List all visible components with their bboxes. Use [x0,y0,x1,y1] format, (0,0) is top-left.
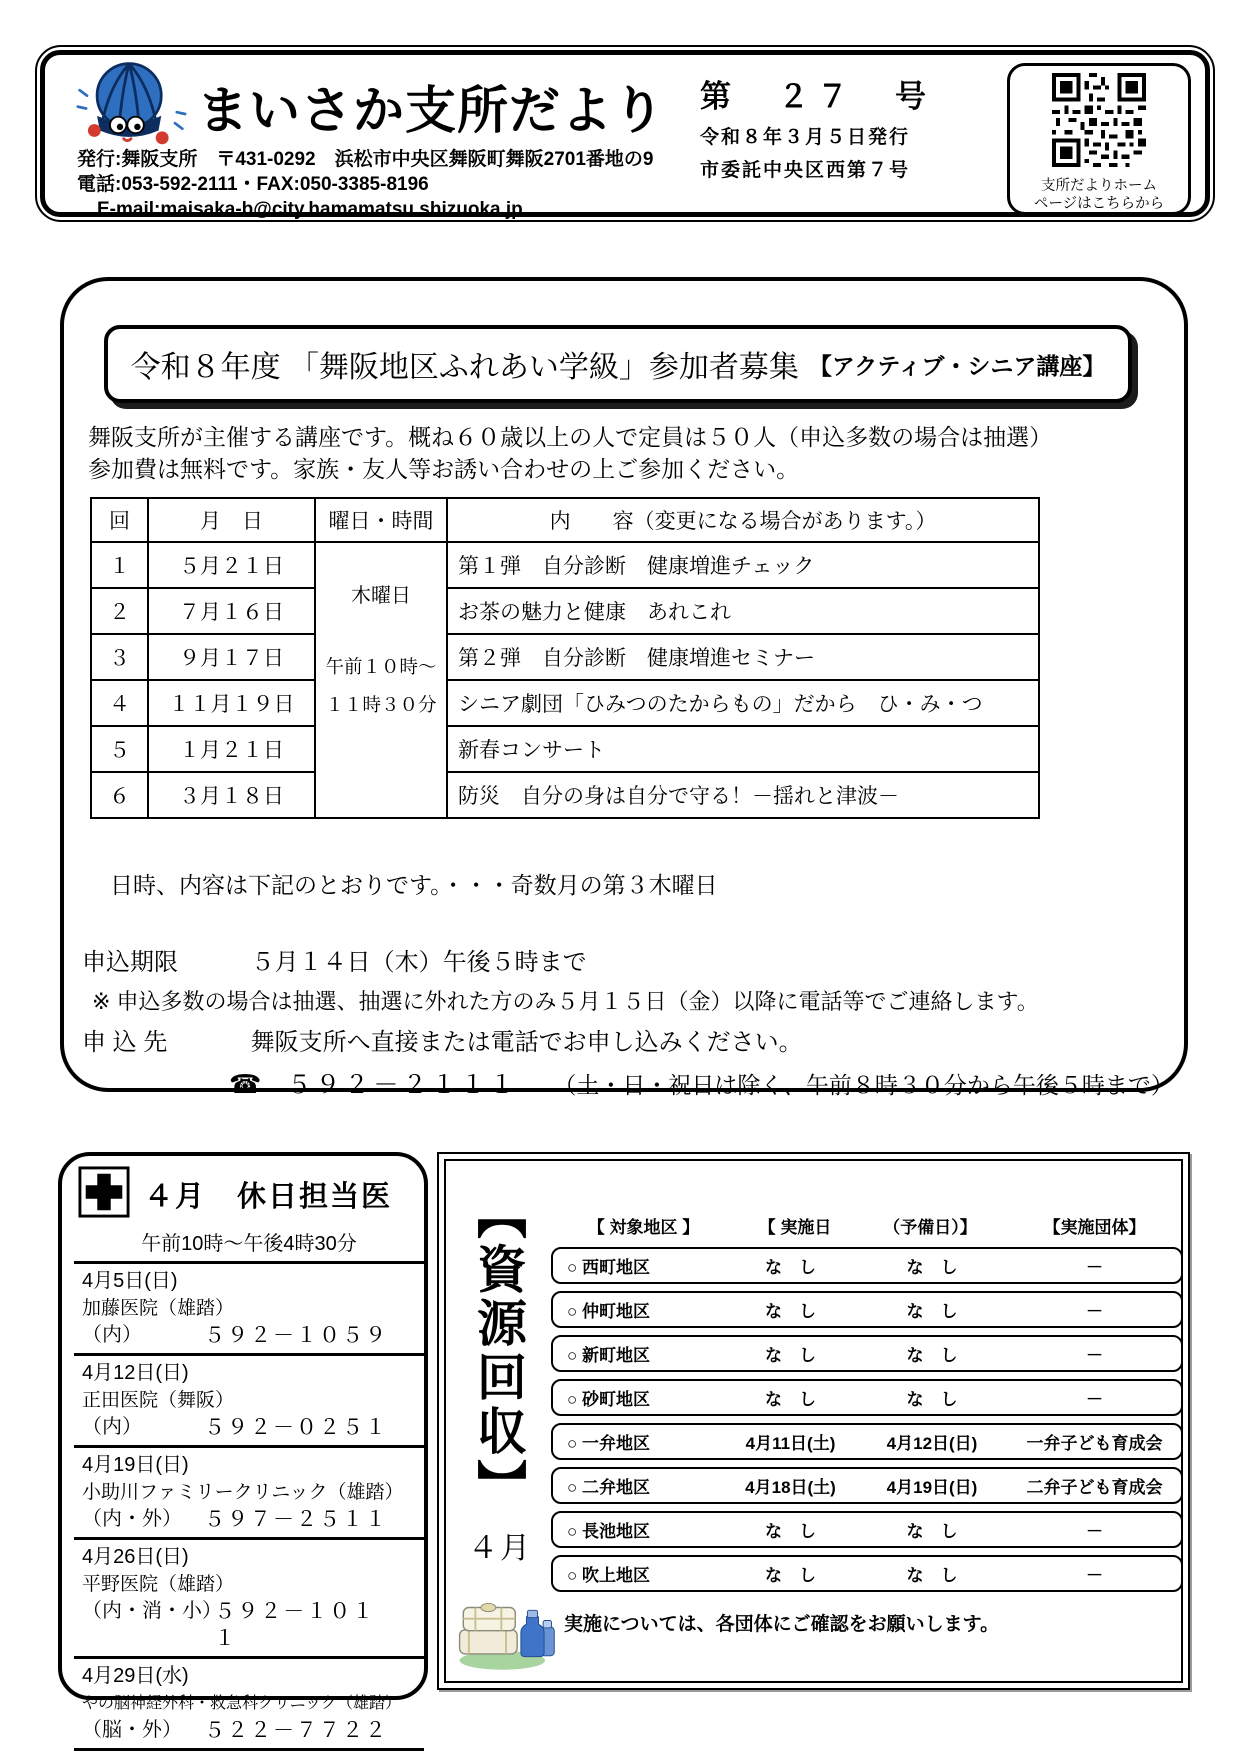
schedule-row-6 [91,772,1039,818]
doctors-header [62,1166,424,1223]
doctor-entry [74,1264,424,1356]
row-org: － [1086,1302,1103,1321]
schedule-table [90,497,1040,819]
deadline-label: 申込期限 [82,949,178,976]
collection-row [551,1247,1183,1284]
doctor-phone: ５２２－７７２２ [204,1719,388,1742]
schedule-row-4 [91,680,1039,726]
resource-collection-frame [444,1159,1183,1683]
col-header-session: 回 [91,498,148,542]
row-org: － [1086,1522,1103,1541]
session-date: ９月１７日 [148,634,315,680]
col-header-daytime: 曜日・時間 [315,498,447,542]
recruit-title-box [104,325,1132,403]
doctor-date: 4月12日(日) [82,1362,189,1384]
phone-note: （土・日・祝日は除く、午前８時３０分から午後５時まで） [553,1072,1174,1098]
session-no: ４ [91,680,148,726]
publisher-info [77,147,653,222]
medical-cross-icon [78,1166,130,1223]
session-date: ３月１８日 [148,772,315,818]
recruit-title: 令和８年度 「舞阪地区ふれあい学級」参加者募集 [130,351,799,384]
lottery-note: ※ 申込多数の場合は抽選、抽選に外れた方のみ５月１５日（金）以降に電話等でご連絡します。 [92,989,1039,1014]
doctor-name: やの脳神経外科・救急科クリニック（雄踏） [82,1695,402,1712]
doctor-phone: ５９２－０２５１ [204,1416,388,1439]
row-area: ○ 吹上地区 [567,1566,650,1585]
recruit-intro [88,421,1184,485]
apply-label: 申 込 先 [82,1029,168,1056]
row-backup: な し [906,1302,958,1321]
issue-block [700,71,934,182]
session-no: ２ [91,588,148,634]
row-date: な し [765,1566,816,1585]
header-target-area: 【 対象地区 】 [587,1218,700,1237]
collection-row [551,1291,1183,1328]
header-collection-date: 【 実施日 [758,1218,832,1237]
telephone-icon: ☎ [229,1069,262,1099]
row-area: ○ 西町地区 [567,1258,650,1277]
schedule-row-5 [91,726,1039,772]
schedule-row-1 [91,542,1039,588]
row-date: な し [765,1522,816,1541]
row-backup: 4月12日(日) [886,1434,978,1453]
row-area: ○ 仲町地区 [567,1302,650,1321]
doctor-phone: ５９７－２５１１ [204,1508,388,1531]
doctor-date: 4月19日(日) [82,1454,189,1476]
row-date: な し [765,1390,816,1409]
session-date: １１月１９日 [148,680,315,726]
session-no: ６ [91,772,148,818]
col-header-date: 月 日 [148,498,315,542]
publisher-address: 発行:舞阪支所 〒431-0292 浜松市中央区舞阪町舞阪2701番地の9 [77,149,654,170]
row-area: ○ 一弁地区 [567,1434,650,1453]
collection-row [551,1379,1183,1416]
deadline-line [82,942,1184,977]
session-content: 防災 自分の身は自分で守る！－揺れと津波－ [447,772,1039,818]
row-area: ○ 砂町地区 [567,1390,650,1409]
collection-month: ４月 [468,1532,532,1565]
session-date: １月２１日 [148,726,315,772]
qr-code-icon [1052,73,1146,172]
row-date: 4月18日(土) [745,1478,836,1497]
holiday-doctors-section [58,1152,428,1742]
doctor-dept: （脳・外） [82,1719,182,1741]
recruit-title-suffix: 【アクティブ・シニア講座】 [808,352,1106,379]
row-org: － [1086,1346,1103,1365]
doctor-name: 加藤医院（雄踏） [82,1298,235,1319]
publisher-phone-fax: 電話:053-592-2111・FAX:050-3385-8196 [77,174,429,195]
schedule-header-row [91,498,1039,542]
masthead-frame [40,50,1210,220]
deadline-value: ５月１４日（木）午後５時まで [250,949,587,976]
collection-row [551,1467,1183,1504]
row-backup: な し [906,1390,958,1409]
doctor-dept: （内） [82,1416,142,1438]
recruit-section [60,277,1188,1099]
resource-collection-title: 【資源回収】 [470,1189,526,1513]
header-organization: 【実施団体】 [1043,1218,1146,1237]
qr-caption-line1: 支所だよりホーム [1041,178,1157,194]
collection-table-header [551,1213,1183,1238]
row-area: ○ 長池地区 [567,1522,650,1541]
doctors-hours: 午前10時～午後4時30分 [74,1227,424,1264]
row-date: な し [765,1258,816,1277]
apply-line [82,1022,1184,1057]
session-content: 第２弾 自分診断 健康増進セミナー [447,634,1039,680]
doctor-dept: （内・消・小） [82,1600,222,1622]
doctor-date: 4月26日(日) [82,1546,189,1568]
schedule-row-2 [91,588,1039,634]
doctor-date: 4月5日(日) [82,1270,178,1292]
row-date: な し [765,1346,816,1365]
collection-row [551,1335,1183,1372]
qr-link-box[interactable] [1007,63,1191,215]
collection-row [551,1423,1183,1460]
row-backup: な し [906,1346,958,1365]
session-content: お茶の魅力と健康 あれこれ [447,588,1039,634]
doctor-entry [74,1448,424,1540]
doctor-name: 平野医院（雄踏） [82,1574,235,1595]
doctor-phone: ５９２－１０５９ [204,1324,388,1347]
session-date: ５月２１日 [148,542,315,588]
recruit-intro-line2: 参加費は無料です。家族・友人等お誘い合わせの上ご参加ください。 [88,456,800,482]
session-no: １ [91,542,148,588]
doctor-entry [74,1659,424,1751]
phone-number: ５９２－２１１１ [286,1071,519,1099]
col-header-content: 内 容（変更になる場合があります。） [447,498,1039,542]
row-backup: 4月19日(日) [886,1478,978,1497]
session-date: ７月１６日 [148,588,315,634]
newsletter-title: まいさか支所だより [197,82,666,139]
row-org: 一弁子ども育成会 [1026,1434,1163,1453]
row-area: ○ 二弁地区 [567,1478,650,1497]
session-no: ５ [91,726,148,772]
time-end: １１時３０分 [325,694,437,715]
doctor-phone: ５９２－１０１１ [214,1600,376,1650]
session-content: 第１弾 自分診断 健康増進チェック [447,542,1039,588]
row-area: ○ 新町地区 [567,1346,650,1365]
newspaper-bundle-icon [454,1581,558,1678]
doctor-dept: （内・外） [82,1508,182,1530]
session-daytime-cell [315,542,447,818]
row-org: － [1086,1390,1103,1409]
row-backup: な し [906,1258,958,1277]
session-content: 新春コンサート [447,726,1039,772]
recruit-intro-line1: 舞阪支所が主催する講座です。概ね６０歳以上の人で定員は５０人（申込多数の場合は抽選） [88,424,1053,450]
doctor-entry [74,1540,424,1659]
collection-rows [551,1247,1183,1599]
doctor-dept: （内） [82,1324,142,1346]
row-date: 4月11日(土) [745,1434,836,1453]
session-no: ３ [91,634,148,680]
collection-row [551,1555,1183,1592]
header-backup-date: （予備日）】 [883,1218,977,1237]
row-date: な し [765,1302,816,1321]
issue-date: 令和８年３月５日発行 [700,127,911,148]
issue-commission: 市委託中央区西第７号 [700,160,911,181]
collection-row [551,1511,1183,1548]
time-start: 午前１０時～ [325,656,437,677]
row-org: 二弁子ども育成会 [1026,1478,1163,1497]
doctor-date: 4月29日(水) [82,1665,189,1687]
qr-caption-line2: ページはこちらから [1033,196,1165,212]
doctor-entry [74,1356,424,1448]
doctor-name: 正田医院（舞阪） [82,1390,235,1411]
doctor-name: 小助川ファミリークリニック（雄踏） [82,1482,404,1503]
qr-caption [1034,177,1164,213]
resource-collection-section [437,1152,1190,1690]
row-org: － [1086,1566,1103,1585]
schedule-note: 日時、内容は下記のとおりです。・・・奇数月の第３木曜日 [110,872,718,898]
row-backup: な し [906,1566,958,1585]
apply-value: 舞阪支所へ直接または電話でお申し込みください。 [250,1029,803,1056]
schedule-row-3 [91,634,1039,680]
doctors-title: ４月 休日担当医 [144,1181,393,1213]
issue-number: 第 ２７ 号 [700,79,934,114]
row-org: － [1086,1258,1103,1277]
publisher-email: E-mail:maisaka-b@city.hamamatsu.shizuoka.jp [97,199,523,220]
session-content: シニア劇団「ひみつのたからもの」だから ひ・み・つ [447,680,1039,726]
phone-line [229,1065,1184,1101]
row-backup: な し [906,1522,958,1541]
collection-footer-note: 実施については、各団体にご確認をお願いします。 [564,1614,1000,1635]
day-of-week: 木曜日 [351,585,411,607]
mascot-clam-icon [73,59,189,152]
masthead [35,45,1215,222]
